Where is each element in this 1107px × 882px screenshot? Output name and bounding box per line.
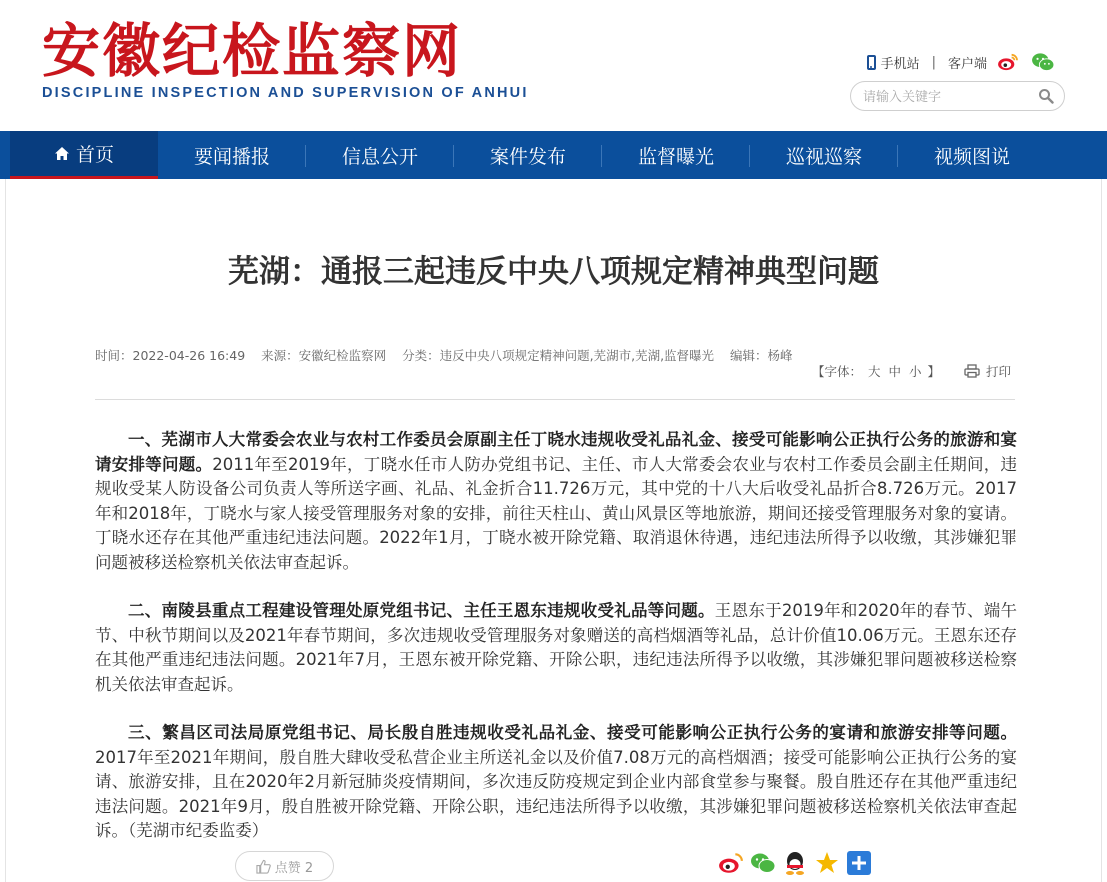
logo-chinese: 安徽纪检监察网 xyxy=(42,17,463,85)
share-qzone-button[interactable] xyxy=(814,850,840,876)
weibo-icon[interactable] xyxy=(997,53,1019,71)
print-label: 打印 xyxy=(985,364,1011,379)
print-button[interactable] xyxy=(964,362,1011,380)
nav-news[interactable] xyxy=(158,131,306,179)
nav-news-label: 要闻播报 xyxy=(193,145,270,168)
article-paragraph xyxy=(95,721,1017,844)
paragraph-text: 2017年至2021年期间，殷自胜大肆收受私营企业主所送礼金以及价值7.08万元的高档烟酒；接受可能影响公正执行公务的宴请、旅游安排，且在2020年2月新冠肺炎疫情期间，多次违反防疫规定到企业内部食堂参与聚餐。殷自胜还存在其他严重违纪违法问题。2021年9月，殷自胜被开除党籍、开除公职，违纪违法所得予以收缴，其涉嫌犯罪问题被移送检察机关依法审查起诉。（芜湖市纪委监委） xyxy=(95,747,1017,840)
paragraph-text: 王恩东于2019年和2020年的春节、端午节、中秋节期间以及2021年春节期间，多次违规收受管理服务对象赠送的高档烟酒等礼品，总计价值10.06万元。王恩东还存在其他严重违纪违法问题。2021年7月，王恩东被开除党籍、开除公职，违纪违法所得予以收缴，其涉嫌犯罪问题被移送检察机关依法审查起诉。 xyxy=(95,601,1017,694)
nav-info-disclosure[interactable] xyxy=(306,131,454,179)
meta-source: 来源：安徽纪检监察网 xyxy=(261,348,387,363)
paragraph-heading: 一、芜湖市人大常委会农业与农村工作委员会原副主任丁晓水违规收受礼品礼金、接受可能影响公正执行公务的旅游和宴请安排等问题。 xyxy=(95,430,1017,474)
share-bar xyxy=(718,850,878,876)
font-size-label: 【字体： xyxy=(811,364,862,379)
meta-editor: 编辑：杨峰 xyxy=(730,348,793,363)
search-box xyxy=(850,81,1065,111)
wechat-icon[interactable] xyxy=(1031,52,1055,72)
article-body xyxy=(95,428,1017,868)
share-wechat-button[interactable] xyxy=(750,850,776,876)
mobile-site-link[interactable] xyxy=(867,53,920,72)
article-meta xyxy=(95,346,805,364)
paragraph-heading: 二、南陵县重点工程建设管理处原党组书记、主任王恩东违规收受礼品等问题。 xyxy=(128,601,715,620)
nav-inspection-tour[interactable] xyxy=(750,131,898,179)
article-tools xyxy=(812,362,1011,380)
logo-english: DISCIPLINE INSPECTION AND SUPERVISION OF ANHUI xyxy=(42,85,529,101)
nav-video-graphics[interactable] xyxy=(898,131,1046,179)
site-header xyxy=(0,0,1107,131)
font-medium-button[interactable]: 中 xyxy=(888,364,901,379)
nav-inspection-label: 巡视巡察 xyxy=(785,145,862,168)
font-small-button[interactable]: 小 xyxy=(908,364,922,379)
qq-icon xyxy=(783,850,807,876)
share-weibo-button[interactable] xyxy=(718,850,744,876)
home-icon xyxy=(54,146,70,161)
wechat-icon xyxy=(750,851,776,875)
font-size-control xyxy=(812,362,940,380)
nav-supervision-exposure[interactable] xyxy=(602,131,750,179)
star-icon xyxy=(815,851,839,875)
article-paragraph xyxy=(95,428,1017,575)
meta-time: 时间：2022-04-26 16:49 xyxy=(95,348,246,363)
article-paragraph xyxy=(95,599,1017,697)
site-logo[interactable] xyxy=(42,18,529,102)
nav-video-label: 视频图说 xyxy=(933,145,1010,168)
article-title: 芜湖：通报三起违反中央八项规定精神典型问题 xyxy=(228,254,879,290)
font-large-button[interactable]: 大 xyxy=(867,364,881,379)
plus-icon xyxy=(847,851,871,875)
like-label: 点赞 2 xyxy=(274,860,314,876)
phone-icon xyxy=(867,55,876,70)
main-nav xyxy=(0,131,1107,179)
nav-supervision-label: 监督曝光 xyxy=(637,145,714,168)
thumbs-up-icon xyxy=(256,859,271,874)
printer-icon xyxy=(964,364,980,378)
nav-info-label: 信息公开 xyxy=(341,145,418,168)
paragraph-heading: 三、繁昌区司法局原党组书记、局长殷自胜违规收受礼品礼金、接受可能影响公正执行公务的宴请和旅游安排等问题。 xyxy=(128,723,1017,742)
meta-divider xyxy=(95,399,1015,400)
nav-case-label: 案件发布 xyxy=(489,145,566,168)
share-more-button[interactable] xyxy=(846,850,872,876)
client-link[interactable]: 客户端 xyxy=(947,56,987,72)
weibo-icon xyxy=(718,852,744,874)
meta-category: 分类：违反中央八项规定精神问题,芜湖市,芜湖,监督曝光 xyxy=(402,348,715,363)
search-icon[interactable] xyxy=(1038,88,1054,104)
top-links xyxy=(867,52,1055,72)
paragraph-text: 2011年至2019年，丁晓水任市人防办党组书记、主任、市人大常委会农业与农村工作委员会副主任期间，违规收受某人防设备公司负责人等所送字画、礼品、礼金折合11.726万元，其中党的十八大后收受礼品折合8.726万元。2017年和2018年，丁晓水与家人接受管理服务对象的安排，前往天柱山、黄山风景区等地旅游，期间还接受管理服务对象的宴请。丁晓水还存在其他严重违纪违法问题。2022年1月，丁晓水被开除党籍、取消退休待遇，违纪违法所得予以收缴，其涉嫌犯罪问题被移送检察机关依法审查起诉。 xyxy=(95,454,1018,572)
link-separator: | xyxy=(931,54,936,70)
search-input[interactable] xyxy=(863,87,1033,105)
mobile-site-label: 手机站 xyxy=(880,56,920,72)
nav-home-label: 首页 xyxy=(75,144,114,166)
nav-case-release[interactable] xyxy=(454,131,602,179)
like-button[interactable] xyxy=(235,851,334,881)
nav-home[interactable] xyxy=(10,131,158,179)
share-qq-button[interactable] xyxy=(782,850,808,876)
font-size-end: 】 xyxy=(927,364,940,379)
